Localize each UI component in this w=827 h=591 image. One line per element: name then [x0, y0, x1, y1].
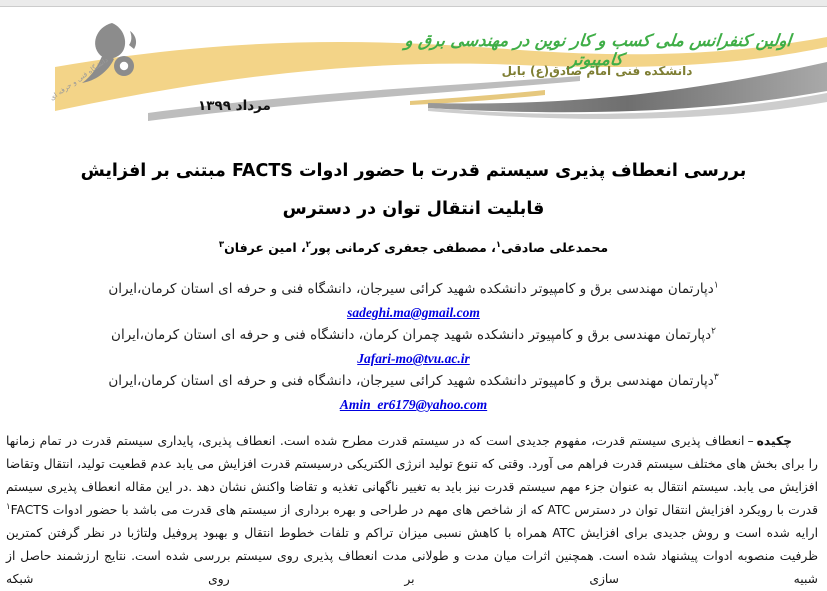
affiliation-line — [40, 278, 787, 301]
paper-title-line2: قابلیت انتقال توان در دسترس — [282, 198, 545, 219]
affiliation-text: دپارتمان مهندسی برق و کامپیوتر دانشکده شهید چمران کرمان، دانشگاه فنی و حرفه ای استان کرمان،ایران — [111, 327, 712, 343]
conference-title: اولین کنفرانس ملی کسب و کار نوین در مهندسی برق و کامپیوتر — [403, 31, 793, 69]
window-top-strip — [0, 0, 827, 7]
affiliation-text: دپارتمان مهندسی برق و کامپیوتر دانشکده شهید کرائی سیرجان، دانشگاه فنی و حرفه ای استان کرمان،ایران — [108, 281, 714, 297]
author-name: امین عرفان — [224, 240, 297, 255]
affiliation-line — [40, 370, 787, 393]
abstract-text-part1: انعطاف پذیری سیستم قدرت، مفهوم جدیدی است که در سیستم قدرت مطرح شده است. انعطاف پذیری، پایداری سیستم قدرت در تمام زمانها را برای بخش های مختلف سیستم قدرت فراهم می آورد. وقتی که تنوع تولید انرژی الکتریکی درسیستم قدرت افزایش می یابد عدم قطعیت تولید، انتقال وتقاضا افزایش می یابد. سیستم انتقال به عنوان جزء مهم سیستم قدرت نیز باید به تغییر ناگهانی تغذیه و تقاضا واکنش نشان دهد .در این مقاله انعطاف پذیری سیستم قدرت با رویکرد افزایش انتقال توان در دسترس ATC که از شاخص های مهم در طراحی و بهره برداری از سیستم های قدرت می باشد با حضور ادوات — [6, 434, 819, 518]
author-email-link[interactable]: Jafari-mo@tvu.ac.ir — [357, 351, 470, 366]
affiliations-block — [40, 278, 787, 416]
abstract-text-part2: FACTS ارایه شده است و روش جدیدی برای افزایش ATC همراه با کاهش نسبی میزان تراکم و تلفات خطوط انتقال و بهبود پروفیل ولتاژبا در نظر گرفتن کمترین ظرفیت منصوبه ادوات پیشنهاد شده است. همچنین اثرات میان مدت و طولانی مدت انعطاف پذیری روی سیستم بررسی شده است. نتایج ارزشمند حاصل از شبیه سازی بر روی شبکه — [6, 503, 818, 587]
affiliation-text: دپارتمان مهندسی برق و کامپیوتر دانشکده شهید کرائی سیرجان، دانشگاه فنی و حرفه ای استان کرمان،ایران — [108, 373, 714, 389]
conference-faculty-line: دانشکده فنی امام صادق(ع) بابل — [501, 64, 693, 78]
abstract-label: چکیده — [756, 434, 792, 449]
publication-date: مرداد ۱۳۹۹ — [198, 98, 271, 114]
author-name: مصطفی جعفری کرمانی پور — [311, 240, 487, 255]
author-email-link[interactable]: Amin_er6179@yahoo.com — [339, 397, 488, 412]
author-email-link[interactable]: sadeghi.ma@gmail.com — [347, 305, 480, 320]
authors-line — [60, 240, 767, 255]
author-footnote-marker: ۲ — [305, 239, 311, 250]
facts-footnote-marker: ۱ — [6, 502, 11, 513]
author-footnote-marker: ۱ — [495, 239, 502, 250]
university-logo-caption: دانشگاه فنی و حرفه ای — [48, 55, 110, 103]
abstract-paragraph — [6, 430, 818, 591]
abstract-dash: – — [747, 434, 754, 449]
conference-header — [0, 7, 827, 135]
university-logo-icon — [78, 19, 148, 99]
paper-title-line1: بررسی انعطاف پذیری سیستم قدرت با حضور ادوات FACTS مبتنی بر افزایش — [80, 160, 747, 181]
affiliation-marker: ۲ — [711, 326, 716, 337]
author-name: محمدعلی صادقی — [501, 240, 609, 255]
paper-title — [40, 152, 787, 228]
author-separator: ، — [486, 240, 496, 255]
affiliation-line — [40, 324, 787, 347]
affiliation-marker: ۳ — [713, 372, 719, 383]
author-separator: ، — [296, 240, 306, 255]
affiliation-marker: ۱ — [713, 280, 719, 291]
author-footnote-marker: ۳ — [218, 239, 225, 250]
